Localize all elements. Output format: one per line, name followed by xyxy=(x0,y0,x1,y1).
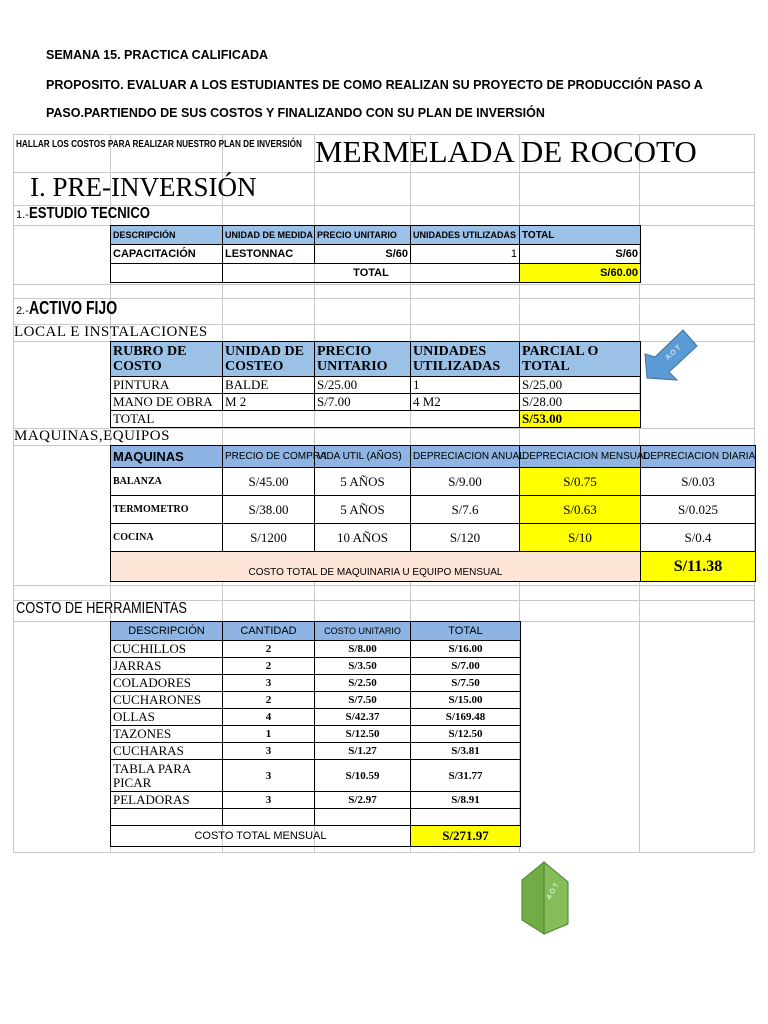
table-row: CUCHILLOS 2 S/8.00 S/16.00 xyxy=(111,641,521,658)
activo-col-unidad: UNIDAD DE COSTEO xyxy=(223,342,315,377)
estudio-total-label: TOTAL xyxy=(223,264,520,283)
estudio-col-total: TOTAL xyxy=(520,226,641,245)
table-row: MANO DE OBRA M 2 S/7.00 4 M2 S/28.00 xyxy=(111,394,641,411)
maquinas-subheading: MAQUINAS,EQUIPOS xyxy=(14,428,170,444)
arrow-left-icon xyxy=(641,324,701,386)
sheet-instruction: HALLAR LOS COSTOS PARA REALIZAR NUESTRO PLAN DE INVERSIÓN xyxy=(16,139,302,150)
herramientas-col-total: TOTAL xyxy=(411,622,521,641)
table-row: PINTURA BALDE S/25.00 1 S/25.00 xyxy=(111,377,641,394)
activo-heading-text: ACTIVO FIJO xyxy=(28,298,117,318)
activo-col-precio: PRECIO UNITARIO xyxy=(315,342,411,377)
sheet-title: MERMELADA DE ROCOTO xyxy=(315,134,697,169)
table-row: COLADORES 3 S/2.50 S/7.50 xyxy=(111,675,521,692)
section-title: I. PRE-INVERSIÓN xyxy=(30,172,257,202)
activo-table xyxy=(110,341,641,428)
maquinas-col-dep-diaria: DEPRECIACION DIARIA xyxy=(641,446,756,468)
activo-col-rubro: RUBRO DE COSTO xyxy=(111,342,223,377)
table-row: TAZONES 1 S/12.50 S/12.50 xyxy=(111,726,521,743)
table-row: BALANZA S/45.00 5 AÑOS S/9.00 S/0.75 S/0.03 xyxy=(111,468,756,496)
estudio-heading xyxy=(16,205,176,223)
table-row: PELADORAS 3 S/2.97 S/8.91 xyxy=(111,792,521,809)
maquinas-col-maquinas: MAQUINAS xyxy=(111,446,223,468)
estudio-heading-num: 1.- xyxy=(16,209,29,221)
table-row: COCINA S/1200 10 AÑOS S/120 S/10 S/0.4 xyxy=(111,524,756,552)
maquinas-col-dep-mensual: DEPRECIACION MENSUAL xyxy=(520,446,641,468)
header-line-2: PROPOSITO. EVALUAR A LOS ESTUDIANTES DE COMO REALIZAN SU PROYECTO DE PRODUCCIÓN PASO A xyxy=(46,78,703,92)
maquinas-total-value: S/11.38 xyxy=(641,552,756,582)
activo-total-value: S/53.00 xyxy=(520,411,641,428)
herramientas-col-cantidad: CANTIDAD xyxy=(223,622,315,641)
herramientas-total-label: COSTO TOTAL MENSUAL xyxy=(111,826,411,847)
activo-total-label: TOTAL xyxy=(111,411,315,428)
local-subheading: LOCAL E INSTALACIONES xyxy=(14,324,208,340)
estudio-col-precio: PRECIO UNITARIO xyxy=(315,226,411,245)
table-row: CAPACITACIÓN LESTONNAC S/60 1 S/60 xyxy=(111,245,641,264)
herramientas-heading: COSTO DE HERRAMIENTAS xyxy=(16,600,187,617)
herramientas-col-costo: COSTO UNITARIO xyxy=(315,622,411,641)
herramientas-col-descripcion: DESCRIPCIÓN xyxy=(111,622,223,641)
estudio-table xyxy=(110,225,641,283)
table-row: CUCHARAS 3 S/1.27 S/3.81 xyxy=(111,743,521,760)
maquinas-col-dep-anual: DEPRECIACION ANUAL xyxy=(411,446,520,468)
header-line-3: PASO.PARTIENDO DE SUS COSTOS Y FINALIZANDO CON SU PLAN DE INVERSIÓN xyxy=(46,106,545,120)
table-row: TERMOMETRO S/38.00 5 AÑOS S/7.6 S/0.63 S/0.025 xyxy=(111,496,756,524)
activo-col-parcial: PARCIAL O TOTAL xyxy=(520,342,641,377)
svg-text:A O T: A O T xyxy=(545,882,561,901)
maquinas-col-vida: VIDA UTIL (AÑOS) xyxy=(315,446,411,468)
maquinas-total-label: COSTO TOTAL DE MAQUINARIA U EQUIPO MENSUAL xyxy=(111,552,641,582)
estudio-heading-text: ESTUDIO TECNICO xyxy=(28,205,150,222)
table-row: JARRAS 2 S/3.50 S/7.00 xyxy=(111,658,521,675)
herramientas-table xyxy=(110,621,521,847)
header-line-1: SEMANA 15. PRACTICA CALIFICADA xyxy=(46,48,268,62)
activo-heading-num: 2.- xyxy=(16,305,29,317)
table-row: CUCHARONES 2 S/7.50 S/15.00 xyxy=(111,692,521,709)
activo-col-unidades: UNIDADES UTILIZADAS xyxy=(411,342,520,377)
estudio-col-unidad: UNIDAD DE MEDIDA xyxy=(223,226,315,245)
estudio-total-value: S/60.00 xyxy=(520,264,641,283)
maquinas-col-precio: PRECIO DE COMPRA xyxy=(223,446,315,468)
table-row: TABLA PARA PICAR 3 S/10.59 S/31.77 xyxy=(111,760,521,792)
maquinas-table xyxy=(110,445,756,582)
estudio-col-unidades: UNIDADES UTILIZADAS xyxy=(411,226,520,245)
table-row: OLLAS 4 S/42.37 S/169.48 xyxy=(111,709,521,726)
svg-text:A O T: A O T xyxy=(664,344,683,362)
green-arrow-icon xyxy=(520,860,572,938)
herramientas-total-value: S/271.97 xyxy=(411,826,521,847)
estudio-col-descripcion: DESCRIPCIÓN xyxy=(111,226,223,245)
activo-heading xyxy=(16,298,142,319)
